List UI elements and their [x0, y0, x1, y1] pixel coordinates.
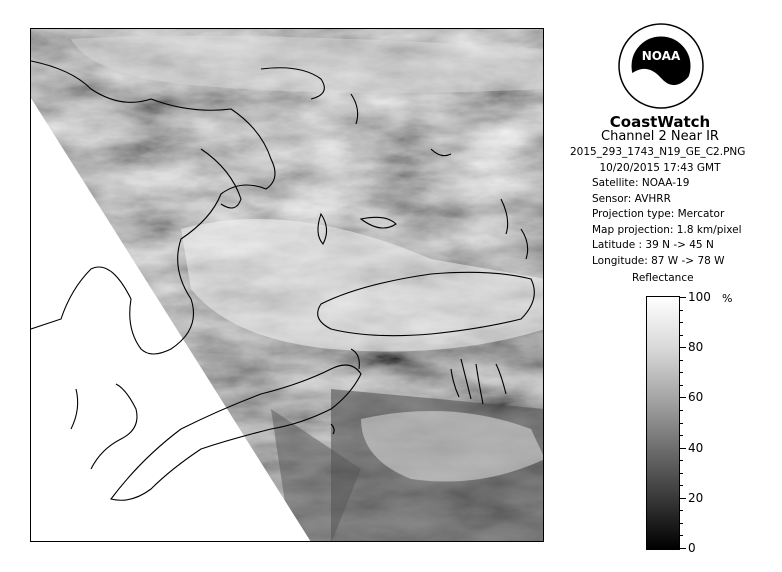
legend-minor-tick [680, 510, 683, 511]
legend-tick-label: 40 [688, 440, 704, 455]
legend-title: Reflectance [632, 272, 694, 284]
legend-minor-tick [680, 360, 683, 361]
metadata-panel [570, 145, 750, 269]
legend-tick-label: 60 [688, 390, 704, 405]
legend-minor-tick [680, 335, 683, 336]
longitude: Longitude: 87 W -> 78 W [592, 254, 725, 267]
legend-tick [680, 498, 686, 499]
legend-tick [680, 347, 686, 348]
legend-minor-tick [680, 310, 683, 311]
imagery-swath [31, 29, 544, 542]
legend-minor-tick [680, 385, 683, 386]
latitude: Latitude : 39 N -> 45 N [592, 239, 714, 251]
logo-text: NOAA [641, 49, 681, 63]
map-projection: Map projection: 1.8 km/pixel [592, 223, 742, 236]
satellite-map [30, 28, 544, 542]
projection-type: Projection type: Mercator [592, 208, 725, 220]
legend-minor-tick [680, 322, 683, 323]
legend-minor-tick [680, 523, 683, 524]
legend-tick [680, 548, 686, 549]
reflectance-colorbar [646, 296, 680, 550]
channel-label: Channel 2 Near IR [601, 129, 719, 144]
legend-minor-tick [680, 372, 683, 373]
legend-minor-tick [680, 435, 683, 436]
legend-tick-label: 0 [688, 541, 696, 555]
brand-title: CoastWatch [609, 113, 711, 131]
legend-minor-tick [680, 410, 683, 411]
legend-tick [680, 397, 686, 398]
filename: 2015_293_1743_N19_GE_C2.PNG [570, 146, 746, 158]
legend-tick-label: 100 [688, 290, 711, 304]
legend-tick-label: 20 [688, 490, 704, 505]
legend-tick [680, 297, 686, 298]
legend-tick-label: 80 [688, 340, 704, 355]
legend-tick [680, 448, 686, 449]
datetime: 10/20/2015 17:43 GMT [599, 161, 721, 174]
sensor: Sensor: AVHRR [592, 192, 671, 205]
map-canvas [31, 29, 544, 542]
legend-minor-tick [680, 473, 683, 474]
legend-unit: % [722, 292, 733, 305]
legend-minor-tick [680, 423, 683, 424]
legend-minor-tick [680, 535, 683, 536]
satellite: Satellite: NOAA-19 [592, 177, 690, 189]
legend-minor-tick [680, 485, 683, 486]
noaa-logo [617, 22, 705, 110]
legend-minor-tick [680, 460, 683, 461]
